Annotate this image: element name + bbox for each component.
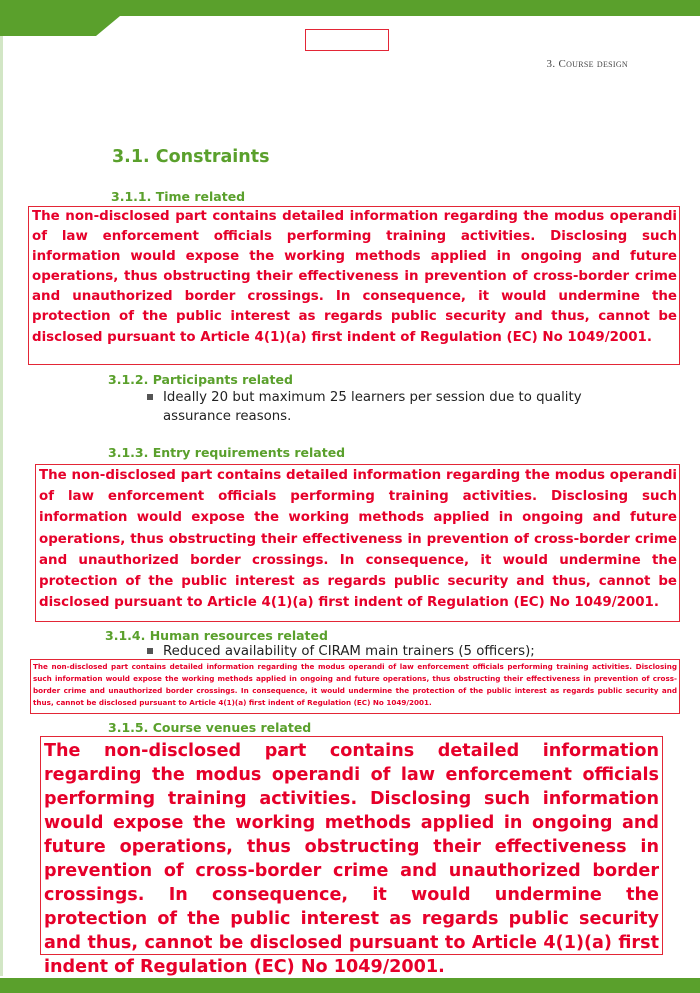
human-resources-bullet-text: Reduced availability of CIRAM main trainers (5 officers); [163, 644, 535, 657]
subsection-heading-participants [108, 372, 293, 387]
redaction-notice-1: The non-disclosed part contains detailed information regarding the modus operandi of law enforcement officials performing training activities. Disclosing such information would expose the working methods applied in ongoing and future operations, thus obstructing their effectiveness in prevention of cross-border crime and unauthorized border crossings. In consequence, it would undermine the protection of the public interest as regards public security and thus, cannot be disclosed pursuant to Article 4(1)(a) first indent of Regulation (EC) No 1049/2001. [28, 206, 680, 365]
subsection-heading-entry-requirements [108, 445, 345, 460]
subsection-number: 3.1.4. [105, 628, 146, 643]
bullet-marker [147, 648, 153, 654]
subsection-number: 3.1.5. [108, 720, 149, 735]
header-band-tab [0, 16, 96, 36]
header-band-left [0, 0, 120, 16]
left-margin-strip [0, 36, 3, 976]
subsection-number: 3.1.1. [111, 189, 152, 204]
section-title: 3.1. Constraints [112, 147, 270, 167]
subsection-title: Human resources related [149, 628, 328, 643]
redaction-notice-2: The non-disclosed part contains detailed information regarding the modus operandi of law enforcement officials performing training activities. Disclosing such information would expose the working methods applied in ongoing and future operations, thus obstructing their effectiveness in prevention of cross-border crime and unauthorized border crossings. In consequence, it would undermine the protection of the public interest as regards public security and thus, cannot be disclosed pursuant to Article 4(1)(a) first indent of Regulation (EC) No 1049/2001. [35, 464, 680, 622]
participants-bullet-text: Ideally 20 but maximum 25 learners per session due to quality assurance reasons. [163, 390, 582, 424]
subsection-heading-course-venues [108, 720, 311, 735]
running-header: 3. Course design [546, 58, 628, 70]
redaction-notice-3: The non-disclosed part contains detailed information regarding the modus operandi of law enforcement officials performing training activities. Disclosing such information would expose the working methods applied in ongoing and future operations, thus obstructing their effectiveness in prevention of cross-border crime and unauthorized border crossings. In consequence, it would undermine the protection of the public interest as regards public security and thus, cannot be disclosed pursuant to Article 4(1)(a) first indent of Regulation (EC) No 1049/2001. [30, 659, 680, 714]
header-band-notch [96, 16, 120, 36]
subsection-title: Time related [155, 189, 246, 204]
bullet-marker [147, 394, 153, 400]
subsection-title: Participants related [152, 372, 293, 387]
subsection-number: 3.1.3. [108, 445, 149, 460]
header-band-right [120, 0, 700, 16]
subsection-heading-time [111, 189, 245, 204]
redaction-box-header [305, 29, 389, 51]
footer-band [0, 978, 700, 993]
subsection-heading-human-resources [105, 628, 328, 643]
redaction-notice-4: The non-disclosed part contains detailed information regarding the modus operandi of law enforcement officials performing training activities. Disclosing such information would expose the working methods applied in ongoing and future operations, thus obstructing their effectiveness in prevention of cross-border crime and unauthorized border crossings. In consequence, it would undermine the protection of the public interest as regards public security and thus, cannot be disclosed pursuant to Article 4(1)(a) first indent of Regulation (EC) No 1049/2001. [40, 736, 663, 955]
subsection-title: Entry requirements related [152, 445, 346, 460]
subsection-title: Course venues related [152, 720, 312, 735]
subsection-number: 3.1.2. [108, 372, 149, 387]
